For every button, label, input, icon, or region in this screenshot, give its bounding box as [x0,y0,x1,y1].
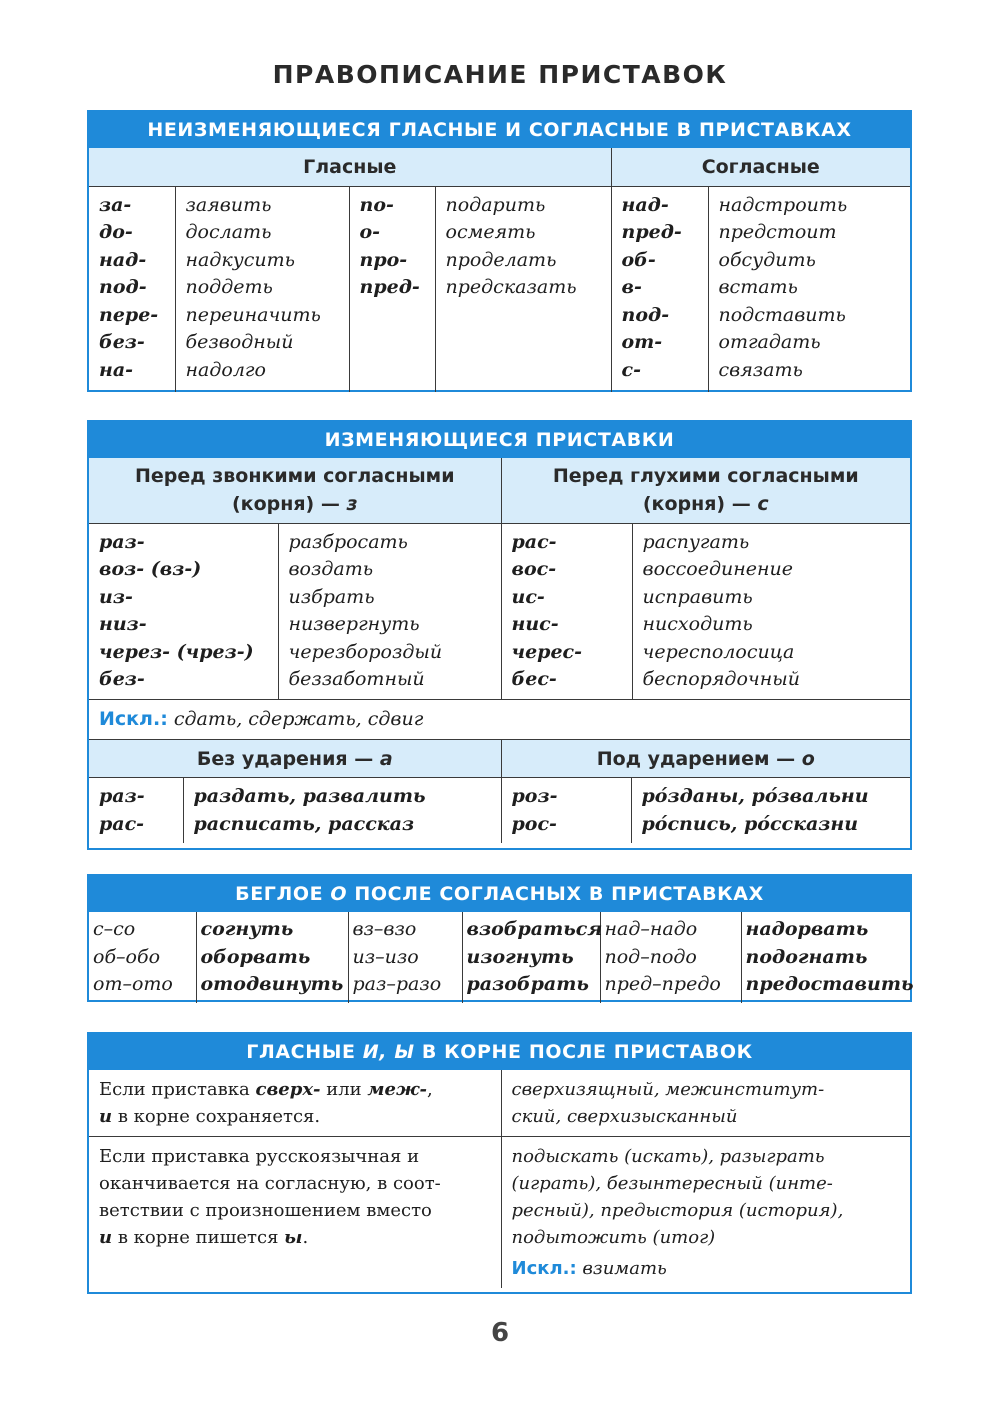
example-word: обсудить [718,248,816,271]
i-y-table [89,1070,910,1288]
prefix: пере- [99,303,159,326]
example-word: беспорядочный [642,668,800,690]
section-header: ИЗМЕНЯЮЩИЕСЯ ПРИСТАВКИ [89,422,910,458]
example-word: подставить [718,303,846,326]
section-header [89,876,910,912]
vowel-examples-1 [175,186,349,392]
prefix: без- [99,668,145,690]
example-line: подыскать (искать), разыграть [511,1146,825,1167]
voiceless-header-line2-wrap [502,490,910,518]
example-word: воссоединение [642,558,794,580]
header-part2: В КОРНЕ ПОСЛЕ ПРИСТАВОК [414,1041,753,1063]
prefix: раз- [99,785,145,807]
exception-label: Искл.: [99,708,168,731]
prefix: через- (чрез-) [99,640,254,663]
unstressed-prefixes [89,778,183,844]
voiceless-header [501,458,910,523]
prefix: по- [359,193,394,216]
rule-2-examples [501,1137,910,1289]
prefix: за- [99,193,132,216]
example-word: изогнуть [466,945,574,968]
example-word: исправить [642,585,753,608]
example-word: расписать, рассказ [193,812,415,835]
voiceless-header-line2: (корня) — [642,493,758,516]
example-line: сверхизящный, межинститут- [511,1079,825,1100]
section-i-y-after-prefixes [87,1032,912,1294]
prefix: над- [99,248,147,271]
prefix: под- [99,276,147,298]
voiceless-prefixes [501,523,632,699]
exception-label: Искл.: [511,1258,577,1279]
prefix-pair: над–надо [604,918,698,940]
rule-prefix: меж- [367,1079,427,1100]
prefix: черес- [511,640,583,663]
prefix: воз- (вз-) [99,558,202,580]
prefix: рас- [99,812,145,835]
example-word: связать [718,358,803,381]
example-word: распугать [642,530,750,553]
prefix: без- [99,331,145,353]
section-header: НЕИЗМЕНЯЮЩИЕСЯ ГЛАСНЫЕ И СОГЛАСНЫЕ В ПРИСТАВКАХ [89,112,910,148]
header-part2: ПОСЛЕ СОГЛАСНЫХ В ПРИСТАВКАХ [347,883,764,905]
voiceless-examples [632,523,910,699]
prefix: от- [621,331,663,353]
rule-letter: ы [284,1227,303,1248]
rule-prefix: сверх- [255,1079,321,1100]
voiced-prefixes [89,523,278,699]
prefix-pair: раз–разо [352,973,442,995]
exception-text: взимать [582,1258,667,1279]
rule-line: ветствии с произношением вместо [99,1200,432,1221]
prefix-pair: от–ото [93,973,173,995]
pairs-col-1 [89,912,196,1003]
example-word: разобрать [466,973,589,995]
header-part1: ГЛАСНЫЕ [246,1041,363,1063]
prefix: до- [99,221,133,243]
example-word: надорвать [745,918,869,940]
example-line: подытожить (итог) [511,1227,716,1248]
voiced-header-line1: Перед звонкими согласными [134,465,455,488]
stressed-letter: о [801,747,815,770]
consonant-prefixes [611,186,708,392]
example-word: разбросать [288,530,408,553]
vowel-prefixes-2 [349,186,435,392]
rule-1-text [89,1070,501,1137]
example-word: безводный [185,331,294,353]
unstressed-header [89,740,501,778]
example-word: ро́зданы, ро́звальни [641,785,869,807]
voiceless-letter: с [757,493,769,516]
prefix: низ- [99,613,147,635]
prefix: об- [621,248,656,271]
prefix: рос- [511,812,557,835]
prefix-pair: из–изо [352,945,419,968]
example-line: ский, сверхизысканный [511,1106,738,1127]
example-word: избрать [288,585,375,608]
example-word: предсказать [445,276,577,298]
rule-letter: и [99,1227,113,1248]
example-line: ресный), предыстория (история), [511,1200,844,1221]
rule-text: Если приставка [99,1079,256,1100]
exception-text: сдать, сдержать, сдвиг [173,708,424,731]
example-word: раздать, развалить [193,785,426,807]
example-word: беззаботный [288,668,425,690]
example-word: отгадать [718,331,821,353]
rule-letter: и [99,1106,113,1127]
example-word: чересполосица [642,640,795,663]
example-word: подарить [445,193,546,216]
example-word: согнуть [200,918,294,940]
consonant-examples [708,186,910,392]
prefix: под- [621,303,670,326]
prefix: с- [621,358,641,381]
example-word: надолго [185,358,266,381]
example-word: отодвинуть [200,973,344,995]
prefix: ис- [511,585,545,608]
rule-text: . [302,1227,309,1248]
prefix: роз- [511,785,558,807]
prefix: нис- [511,613,559,635]
voiced-header-line2-wrap [89,490,501,518]
example-word: черезбороздый [288,640,443,663]
section-fleeting-o [87,874,912,1002]
unstressed-header-text: Без ударения — [196,747,380,770]
example-word: воздать [288,558,374,580]
prefix: пред- [621,221,682,243]
stress-table [89,739,910,843]
rule-line: оканчивается на согласную, в соот- [99,1173,441,1194]
consonants-header: Согласные [611,148,910,186]
section-header [89,1034,910,1070]
prefix: из- [99,585,133,608]
exception-line [512,1255,901,1282]
example-word: нисходить [642,613,753,635]
voiced-header-line2: (корня) — [231,493,347,516]
example-word: встать [718,276,798,298]
invariable-table [89,148,910,392]
page-title: ПРАВОПИСАНИЕ ПРИСТАВОК [272,60,728,89]
fleeting-o-table [89,912,914,1003]
rule-text: , [426,1079,433,1100]
rule-line: Если приставка русскоязычная и [99,1146,420,1167]
prefix-pair: с–со [93,918,136,940]
example-word: дослать [185,221,272,243]
prefix: бес- [511,668,557,690]
section-invariable-prefixes [87,110,912,392]
vowel-examples-2 [435,186,611,392]
header-part1: БЕГЛОЕ [235,883,331,905]
vowels-header: Гласные [89,148,611,186]
variable-table [89,458,910,739]
example-word: предоставить [745,973,914,995]
example-word: оборвать [200,945,311,968]
example-word: подогнать [745,945,868,968]
example-line: (играть), безынтересный (инте- [511,1173,833,1194]
example-word: надстроить [718,193,848,216]
header-letter: О [330,883,348,905]
example-word: взобраться [466,918,603,940]
prefix-pair: пред–предо [604,973,721,995]
examples-col-3 [741,912,914,1003]
exception-row [89,699,910,739]
header-letters: И, Ы [362,1041,415,1063]
unstressed-examples [183,778,501,844]
voiced-examples [278,523,501,699]
rule-2-text [89,1137,501,1289]
example-word: надкусить [185,248,295,271]
prefix-pair: вз–взо [352,918,417,940]
voiceless-header-line1: Перед глухими согласными [552,465,859,488]
vowel-prefixes-1 [89,186,175,392]
rule-1-line2 [99,1103,491,1130]
stressed-prefixes [501,778,631,844]
prefix: над- [621,193,669,216]
prefix: раз- [99,530,145,553]
prefix: рас- [511,530,557,553]
pairs-col-3 [600,912,741,1003]
example-word: низвергнуть [288,613,420,635]
example-word: предстоит [718,221,837,243]
stressed-examples [631,778,910,844]
stressed-header-text: Под ударением — [596,747,802,770]
example-word: поддеть [185,276,273,298]
rule-text: в корне пишется [112,1227,285,1248]
prefix: о- [359,221,381,243]
stressed-header [501,740,910,778]
page-number: 6 [490,1318,510,1348]
rule-text: или [320,1079,368,1100]
examples-col-2 [462,912,603,1003]
rule-text: в корне сохраняется. [112,1106,321,1127]
voiced-letter: з [346,493,358,516]
prefix: пред- [359,276,420,298]
rule-1-examples [501,1070,910,1137]
voiced-header [89,458,501,523]
prefix: в- [621,276,642,298]
unstressed-letter: а [379,747,393,770]
prefix: вос- [511,558,557,580]
prefix: про- [359,248,408,271]
example-word: ро́спись, ро́ссказни [641,812,859,835]
section-variable-prefixes [87,420,912,850]
example-word: проделать [445,248,557,271]
rule-2-line4 [99,1224,491,1251]
prefix: на- [99,358,134,381]
pairs-col-2 [348,912,462,1003]
prefix-pair: об–обо [93,945,161,968]
prefix-pair: под–подо [604,945,697,968]
rule-1-line1 [99,1076,491,1103]
example-word: осмеять [445,221,536,243]
example-word: заявить [185,193,272,216]
example-word: переиначить [185,303,321,326]
examples-col-1 [196,912,348,1003]
